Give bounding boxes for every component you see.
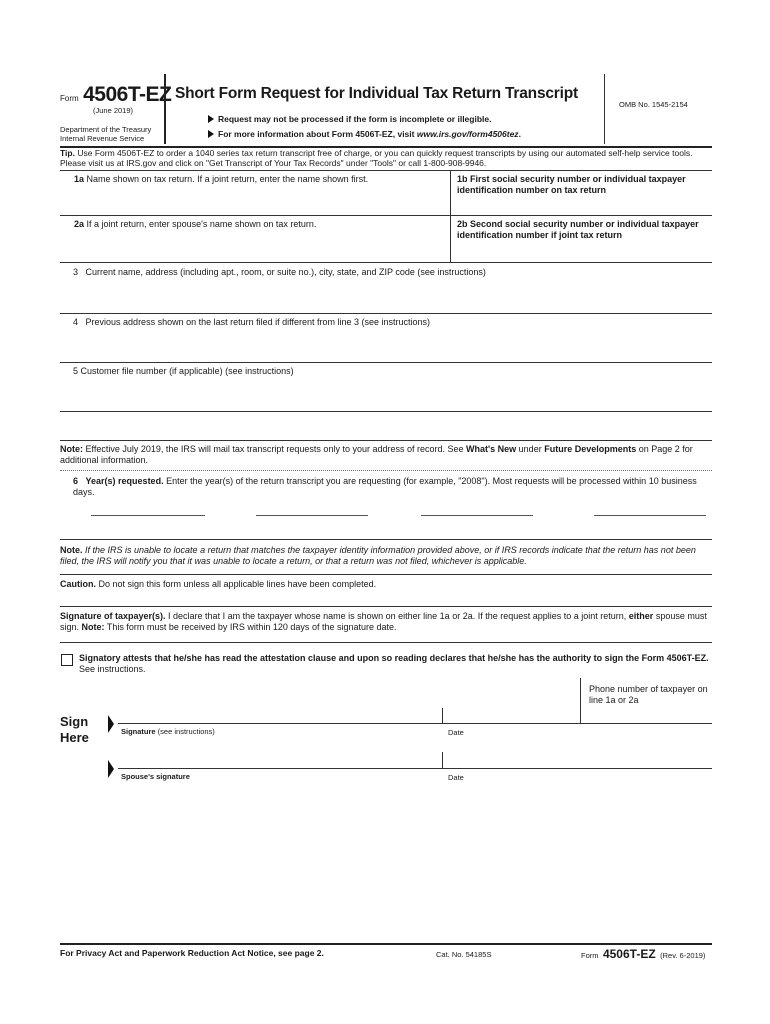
note-unable-to-locate: Note. If the IRS is unable to locate a return that matches the taxpayer identity information provided above, or if IRS records indicate that the return has not been filed, the IRS will notify you that it was unable to locate a return, or that a return was not filed, whichever is applicable. (60, 545, 696, 566)
date-label-2: Date (448, 773, 464, 782)
note-address-of-record: Note: Effective July 2019, the IRS will mail tax transcript requests only to your address of record. See What's New under Future Developments on Page 2 for additional information. (60, 444, 693, 465)
catalog-number: Cat. No. 54185S (436, 950, 492, 959)
signature-input[interactable] (118, 704, 442, 723)
attestation-text: Signatory attests that he/she has read the attestation clause and upon so reading declares that he/she has the authority to sign the Form 4506T-EZ. See instructions. (79, 653, 709, 674)
instruction-line-2: For more information about Form 4506T-EZ, visit www.irs.gov/form4506tez. (208, 129, 521, 139)
field-6-label: 6 Year(s) requested. Enter the year(s) of the return transcript you are requesting (for example, "2008"). Most requests will be processed within 10 business days. (73, 476, 697, 497)
phone-label: Phone number of taxpayer on line 1a or 2a (589, 684, 708, 705)
year-input-3[interactable] (421, 515, 533, 516)
signature-label: Signature (see instructions) (121, 727, 215, 736)
form-revision: (June 2019) (93, 106, 134, 115)
spouse-arrow-icon (108, 760, 114, 778)
date-input-1[interactable] (443, 704, 580, 723)
spouse-signature-input[interactable] (118, 750, 442, 768)
field-4-label: 4 Previous address shown on the last return filed if different from line 3 (see instructions) (73, 317, 431, 327)
omb-number: OMB No. 1545-2154 (619, 100, 688, 109)
field-1b-label: 1b First social security number or individual taxpayer identification number on tax return (457, 174, 686, 195)
sign-word: Sign (60, 714, 89, 729)
caution-text: Caution. Do not sign this form unless all applicable lines have been completed. (60, 579, 377, 589)
here-word: Here (60, 730, 89, 745)
privacy-notice: For Privacy Act and Paperwork Reduction Act Notice, see page 2. (60, 948, 324, 958)
field-1a-input[interactable] (60, 172, 450, 214)
field-1a-label: 1a Name shown on tax return. If a joint return, enter the name shown first. (74, 174, 369, 184)
field-5-label: 5 Customer file number (if applicable) (see instructions) (73, 366, 294, 376)
form-header (60, 74, 712, 146)
signature-declaration: Signature of taxpayer(s). I declare that I am the taxpayer whose name is shown on either line 1a or 2a. If the request applies to a joint return, either spouse must sign. Note: This form must be received by IRS within 120 days of the signature date. (60, 611, 707, 632)
phone-input[interactable] (581, 706, 712, 723)
field-3-input[interactable] (60, 280, 712, 312)
attestation-checkbox[interactable] (61, 654, 73, 666)
form-word: Form (60, 94, 79, 103)
triangle-bullet-icon (208, 130, 214, 138)
field-5-input[interactable] (60, 380, 712, 410)
field-3-label: 3 Current name, address (including apt., room, or suite no.), city, state, and ZIP code (see instructions) (73, 267, 486, 277)
date-input-2[interactable] (443, 750, 712, 768)
year-input-2[interactable] (256, 515, 368, 516)
year-input-1[interactable] (91, 515, 205, 516)
footer-form-id: Form 4506T-EZ (Rev. 6-2019) (581, 947, 706, 961)
irs-form-url[interactable]: www.irs.gov/form4506tez (416, 129, 519, 139)
field-1b-input[interactable] (451, 196, 712, 214)
year-input-4[interactable] (594, 515, 706, 516)
bureau: Internal Revenue Service (60, 134, 145, 143)
spouse-signature-label: Spouse's signature (121, 772, 190, 781)
form-number-block (60, 83, 171, 107)
form-number: 4506T-EZ (83, 83, 172, 106)
field-4-input[interactable] (60, 330, 712, 361)
triangle-bullet-icon (208, 115, 214, 123)
tip-text: Tip. Use Form 4506T-EZ to order a 1040 series tax return transcript free of charge, or you can quickly request transcripts by using our automated self-help service tools. Please visit us at IRS.gov and click on "Get Transcript of Your Tax Records" under "Tools" or call 1-800-908-9946. (60, 148, 693, 168)
page-title: Short Form Request for Individual Tax Return Transcript (175, 85, 578, 102)
field-2a-input[interactable] (60, 217, 450, 261)
date-label-1: Date (448, 728, 464, 737)
field-2b-input[interactable] (451, 243, 712, 261)
instruction-line-1: Request may not be processed if the form is incomplete or illegible. (208, 114, 491, 124)
sign-arrow-icon (108, 715, 114, 733)
department: Department of the Treasury (60, 125, 152, 134)
field-2a-label: 2a If a joint return, enter spouse's name shown on tax return. (74, 219, 317, 229)
field-2b-label: 2b Second social security number or individual taxpayer identification number if joint tax return (457, 219, 699, 240)
